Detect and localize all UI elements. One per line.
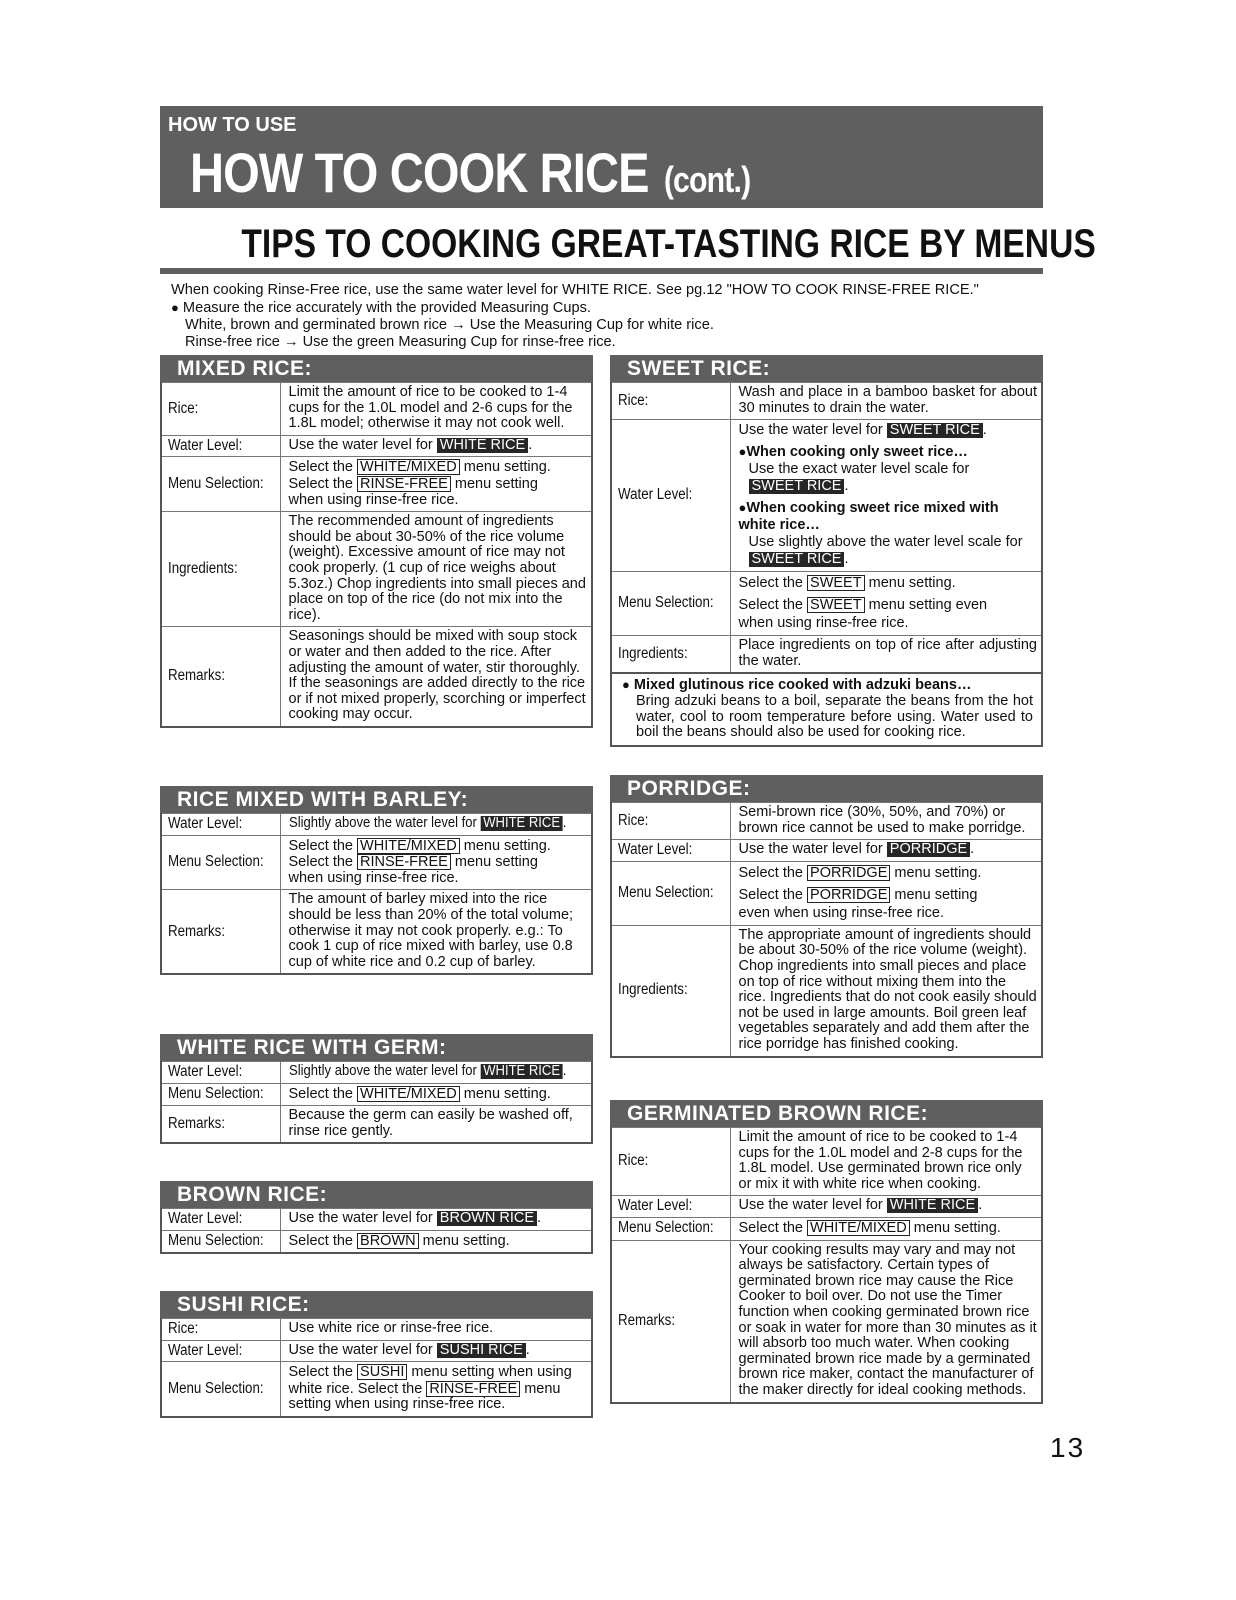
table-row [161, 1362, 592, 1417]
panel-mixed-rice [160, 355, 593, 728]
table-row [161, 457, 592, 512]
mixed-rice-table [160, 382, 593, 728]
row-label-water: Water Level: [168, 1063, 243, 1080]
panel-germinated-brown-rice [610, 1100, 1043, 1404]
row-label-water: Water Level: [168, 1341, 243, 1359]
row-label-water: Water Level: [168, 1210, 243, 1227]
text: Select the [738, 886, 803, 903]
white-rice-tag: WHITE RICE [480, 1064, 562, 1079]
row-label-menu: Menu Selection: [168, 853, 264, 871]
table-row [611, 1196, 1042, 1218]
brown-water [280, 1209, 592, 1231]
text: Select the [738, 597, 803, 614]
text: menu setting when using white rice. Select the [288, 1364, 572, 1397]
text: when using rinse-free rice. [738, 615, 909, 632]
sweet-water [730, 420, 1042, 572]
row-label-rice: Rice: [618, 391, 649, 409]
text: when using rinse-free rice. [288, 869, 459, 886]
row-label-menu: Menu Selection: [618, 594, 714, 612]
text: menu setting [894, 886, 978, 903]
table-row [161, 1230, 592, 1253]
row-label-water: Water Level: [168, 815, 243, 832]
barley-menu [280, 835, 592, 890]
table-row [161, 1083, 592, 1106]
table-row [611, 840, 1042, 862]
text: Select the [288, 837, 353, 854]
porridge-water [730, 840, 1042, 862]
text: Slightly above the water level for [288, 815, 477, 831]
text: menu setting when using rinse-free rice. [288, 1380, 561, 1413]
row-label-rice: Rice: [168, 399, 199, 417]
sweet-only-heading: When cooking only sweet rice… [746, 444, 968, 461]
table-row [161, 435, 592, 457]
tips-heading-text: TIPS TO COOKING GREAT-TASTING RICE BY MENUS [241, 222, 1096, 266]
table-row [161, 627, 592, 727]
porridge-rice: Semi-brown rice (30%, 50%, and 70%) or brown rice cannot be used to make porridge. [730, 803, 1042, 840]
white-rice-tag: WHITE RICE [437, 438, 528, 453]
row-label-menu: Menu Selection: [168, 1379, 264, 1397]
germinated-rice: Limit the amount of rice to be cooked to 1-4 cups for the 1.0L model and 2-8 cups for the 1.8L model. Use germinated brown rice only or mix it with white rice when cooking. [730, 1128, 1042, 1196]
panel-title: WHITE RICE WITH GERM: [160, 1034, 593, 1061]
mixed-rice-water [280, 435, 592, 457]
table-row [161, 1319, 592, 1341]
text: . [528, 436, 533, 453]
sushi-rice-tag: SUSHI RICE [437, 1343, 526, 1358]
panel-brown-rice [160, 1181, 593, 1254]
adzuki-note [610, 674, 1043, 746]
sweet-rice: Wash and place in a bamboo basket for about 30 minutes to drain the water. [730, 383, 1042, 420]
table-row [611, 861, 1042, 925]
porridge-button-label: PORRIDGE [807, 865, 890, 881]
text: . [562, 815, 566, 831]
sweet-mixed-body: Use slightly above the water level scale for [748, 534, 1023, 551]
row-label-rice: Rice: [168, 1320, 199, 1337]
page-title-suffix: (cont.) [663, 159, 751, 200]
text: Select the [738, 864, 803, 881]
sweet-button-label: SWEET [807, 575, 865, 591]
text: Select the [288, 854, 353, 871]
barley-table [160, 813, 593, 975]
row-label-water: Water Level: [618, 1197, 693, 1215]
page-title-text: HOW TO COOK RICE [190, 141, 649, 204]
text: . [982, 422, 987, 439]
adzuki-note-body: Bring adzuki beans to a boil, separate the beans from the hot water, cool to room temperature before using. Water used to boil the beans should also be used for cooking rice. [636, 692, 1033, 741]
tips-divider [160, 268, 1043, 274]
text: . [844, 478, 849, 495]
white-rice-tag: WHITE RICE [480, 816, 562, 831]
intro-line-3b: Use the Measuring Cup for white rice. [469, 317, 714, 333]
text: . [978, 1197, 983, 1214]
white-mixed-button-label: WHITE/MIXED [357, 1086, 460, 1102]
page-title [190, 140, 750, 205]
table-row [611, 925, 1042, 1056]
text: Use the water level for [288, 436, 433, 453]
row-label-menu: Menu Selection: [168, 1085, 264, 1103]
table-row [611, 636, 1042, 674]
text: . [537, 1210, 542, 1226]
porridge-button-label: PORRIDGE [807, 887, 890, 903]
sushi-menu [280, 1362, 592, 1417]
text: Select the [288, 1232, 353, 1249]
row-label-menu: Menu Selection: [168, 474, 264, 492]
row-label-menu: Menu Selection: [618, 1219, 714, 1237]
mixed-rice-rice: Limit the amount of rice to be cooked to 1-4 cups for the 1.0L model and 2-6 cups for the 1.8L model; otherwise it may not cook well. [280, 383, 592, 436]
mixed-rice-remarks: Seasonings should be mixed with soup stock or water and then added to the rice. After adjusting the amount of water, stir thoroughly. If the seasonings are added directly to the rice or if not mixed properly, scorching or imperfect cooking may occur. [280, 627, 592, 727]
table-row [161, 835, 592, 890]
table-row [611, 803, 1042, 840]
table-row [161, 890, 592, 974]
porridge-menu [730, 861, 1042, 925]
sweet-rice-tag: SWEET RICE [749, 479, 845, 494]
brown-rice-tag: BROWN RICE [437, 1211, 537, 1226]
panel-title: MIXED RICE: [160, 355, 593, 382]
white-mixed-button-label: WHITE/MIXED [357, 838, 460, 854]
row-label-water: Water Level: [618, 841, 693, 859]
text: Select the [288, 1364, 353, 1381]
germinated-water [730, 1196, 1042, 1218]
panel-porridge [610, 775, 1043, 1058]
text: Select the [288, 475, 353, 492]
table-row [161, 512, 592, 627]
germinated-remarks: Your cooking results may vary and may not always be satisfactory. Certain types of germinated brown rice may cause the Rice Cooker to boil over. Do not use the Timer function when cooking germinated brown rice or soak in water for more than 30 minutes as it will absorb too much water. When cooking germinated brown rice made by a germinated brown rice maker, contact the manufacturer of the maker directly for ideal cooking methods. [730, 1240, 1042, 1402]
text: . [844, 551, 849, 568]
arrow-icon: → [283, 334, 299, 350]
text: Select the [288, 1085, 353, 1102]
text: menu setting. [463, 459, 551, 476]
table-row [161, 1062, 592, 1084]
intro-line-4: Rinse-free rice [185, 334, 280, 350]
white-rice-tag: WHITE RICE [887, 1198, 978, 1213]
row-label-water: Water Level: [618, 486, 693, 504]
panel-title: GERMINATED BROWN RICE: [610, 1100, 1043, 1127]
germ-table [160, 1061, 593, 1144]
mixed-rice-menu [280, 457, 592, 512]
row-label-rice: Rice: [618, 811, 649, 829]
table-row [611, 1240, 1042, 1402]
white-mixed-button-label: WHITE/MIXED [807, 1220, 910, 1236]
arrow-icon: → [451, 317, 466, 333]
row-label-menu: Menu Selection: [168, 1232, 264, 1250]
sweet-rice-tag: SWEET RICE [749, 552, 845, 567]
text: Use the water level for [738, 841, 883, 858]
panel-sushi-rice [160, 1291, 593, 1418]
text: menu setting [454, 475, 538, 492]
panel-title: RICE MIXED WITH BARLEY: [160, 786, 593, 813]
row-label-remarks: Remarks: [618, 1311, 676, 1329]
text: Slightly above the water level for [288, 1063, 477, 1079]
intro-line-3: White, brown and germinated brown rice [185, 317, 448, 333]
germ-water [280, 1062, 592, 1084]
sweet-rice-tag: SWEET RICE [887, 423, 983, 438]
sweet-ingredients: Place ingredients on top of rice after adjusting the water. [730, 636, 1042, 674]
text: . [562, 1063, 566, 1079]
table-row [611, 572, 1042, 636]
panel-sweet-rice [610, 355, 1043, 747]
porridge-table [610, 802, 1043, 1058]
panel-title: SWEET RICE: [610, 355, 1043, 382]
brown-button-label: BROWN [357, 1233, 419, 1249]
sushi-water [280, 1340, 592, 1362]
germ-remarks: Because the germ can easily be washed off, rinse rice gently. [280, 1106, 592, 1144]
row-label-remarks: Remarks: [168, 667, 226, 685]
table-row [161, 1106, 592, 1144]
text: Use the water level for [288, 1341, 433, 1358]
rinse-free-button-label: RINSE-FREE [426, 1381, 520, 1397]
text: menu setting. [422, 1232, 510, 1249]
bullet-icon: ● [738, 500, 747, 516]
text: menu setting. [463, 837, 551, 854]
adzuki-note-heading: Mixed glutinous rice cooked with adzuki beans… [633, 677, 972, 694]
brown-menu [280, 1230, 592, 1253]
table-row [611, 1217, 1042, 1240]
text: Use the water level for [738, 422, 883, 439]
germ-menu [280, 1083, 592, 1106]
row-label-remarks: Remarks: [168, 1114, 226, 1132]
text: menu setting even [868, 597, 988, 614]
intro-text [171, 282, 1071, 351]
text: Select the [738, 575, 803, 592]
sushi-rice: Use white rice or rinse-free rice. [280, 1319, 592, 1341]
panel-title: PORRIDGE: [610, 775, 1043, 802]
text: Use the water level for [738, 1197, 883, 1214]
page-number: 13 [1050, 1432, 1086, 1463]
text: when using rinse-free rice. [288, 491, 459, 508]
intro-line-2: Measure the rice accurately with the provided Measuring Cups. [182, 300, 591, 316]
germinated-menu [730, 1217, 1042, 1240]
barley-remarks: The amount of barley mixed into the rice should be less than 20% of the total volume; otherwise it may not cook properly. e.g.: To cook 1 cup of rice mixed with barley, use 0.8 cup of white rice and 0.2 cup of barley. [280, 890, 592, 974]
sweet-only-body: Use the exact water level scale for [748, 461, 970, 478]
sushi-rice-table [160, 1318, 593, 1418]
text: Select the [738, 1219, 803, 1236]
row-label-ingredients: Ingredients: [168, 559, 238, 577]
row-label-water: Water Level: [168, 436, 243, 454]
text: menu setting. [913, 1219, 1001, 1236]
text: menu setting. [894, 864, 982, 881]
table-row [611, 383, 1042, 420]
mixed-rice-ingredients: The recommended amount of ingredients should be about 30-50% of the rice volume (weight). Excessive amount of rice may not cook properly. (1 cup of rice weighs about 5.3oz.) Chop ingredients into small pieces and place on top of the rice (do not mix into the rice). [280, 512, 592, 627]
sushi-button-label: SUSHI [357, 1364, 407, 1380]
text: even when using rinse-free rice. [738, 904, 945, 921]
barley-water [280, 814, 592, 836]
tips-heading [160, 222, 1096, 267]
text: menu setting [454, 854, 538, 871]
table-row [161, 814, 592, 836]
table-row [611, 1128, 1042, 1196]
germinated-table [610, 1127, 1043, 1404]
porridge-ingredients: The appropriate amount of ingredients should be about 30-50% of the rice volume (weight). Chop ingredients into small pieces and place on top of rice without mixing them into the rice. Ingredients that do not cook easily should not be used in large amounts. Boil green leaf vegetables separately and add them after the rice porridge has finished cooking. [730, 925, 1042, 1056]
table-row [611, 420, 1042, 572]
row-label-menu: Menu Selection: [618, 883, 714, 901]
sweet-mixed-heading: When cooking sweet rice mixed with white rice… [738, 500, 999, 534]
text: . [525, 1341, 530, 1358]
panel-title: BROWN RICE: [160, 1181, 593, 1208]
bullet-icon: ● [171, 300, 179, 315]
text: menu setting. [463, 1085, 551, 1102]
text: . [970, 841, 975, 858]
bullet-icon: ● [738, 444, 747, 460]
table-row [161, 1209, 592, 1231]
brown-rice-table [160, 1208, 593, 1254]
rinse-free-button-label: RINSE-FREE [357, 476, 451, 492]
row-label-ingredients: Ingredients: [618, 981, 688, 999]
intro-line-4b: Use the green Measuring Cup for rinse-free rice. [302, 334, 616, 350]
intro-line-1: When cooking Rinse-Free rice, use the same water level for WHITE RICE. See pg.12 "HOW TO COOK RINSE-FREE RICE." [171, 282, 979, 298]
page-header [160, 106, 1043, 208]
text: menu setting. [868, 575, 956, 592]
panel-barley [160, 786, 593, 975]
sweet-menu [730, 572, 1042, 636]
rinse-free-button-label: RINSE-FREE [357, 854, 451, 870]
row-label-ingredients: Ingredients: [618, 644, 688, 662]
section-label: HOW TO USE [168, 114, 297, 136]
table-row [161, 1340, 592, 1362]
bullet-icon: ● [622, 677, 630, 693]
row-label-rice: Rice: [618, 1152, 649, 1170]
text: Use the water level for [288, 1210, 433, 1226]
panel-title: SUSHI RICE: [160, 1291, 593, 1318]
porridge-tag: PORRIDGE [887, 842, 970, 857]
panel-germ [160, 1034, 593, 1144]
sweet-button-label: SWEET [807, 597, 865, 613]
table-row [161, 383, 592, 436]
row-label-remarks: Remarks: [168, 922, 226, 940]
text: Select the [288, 459, 353, 476]
white-mixed-button-label: WHITE/MIXED [357, 459, 460, 475]
sweet-rice-table [610, 382, 1043, 674]
